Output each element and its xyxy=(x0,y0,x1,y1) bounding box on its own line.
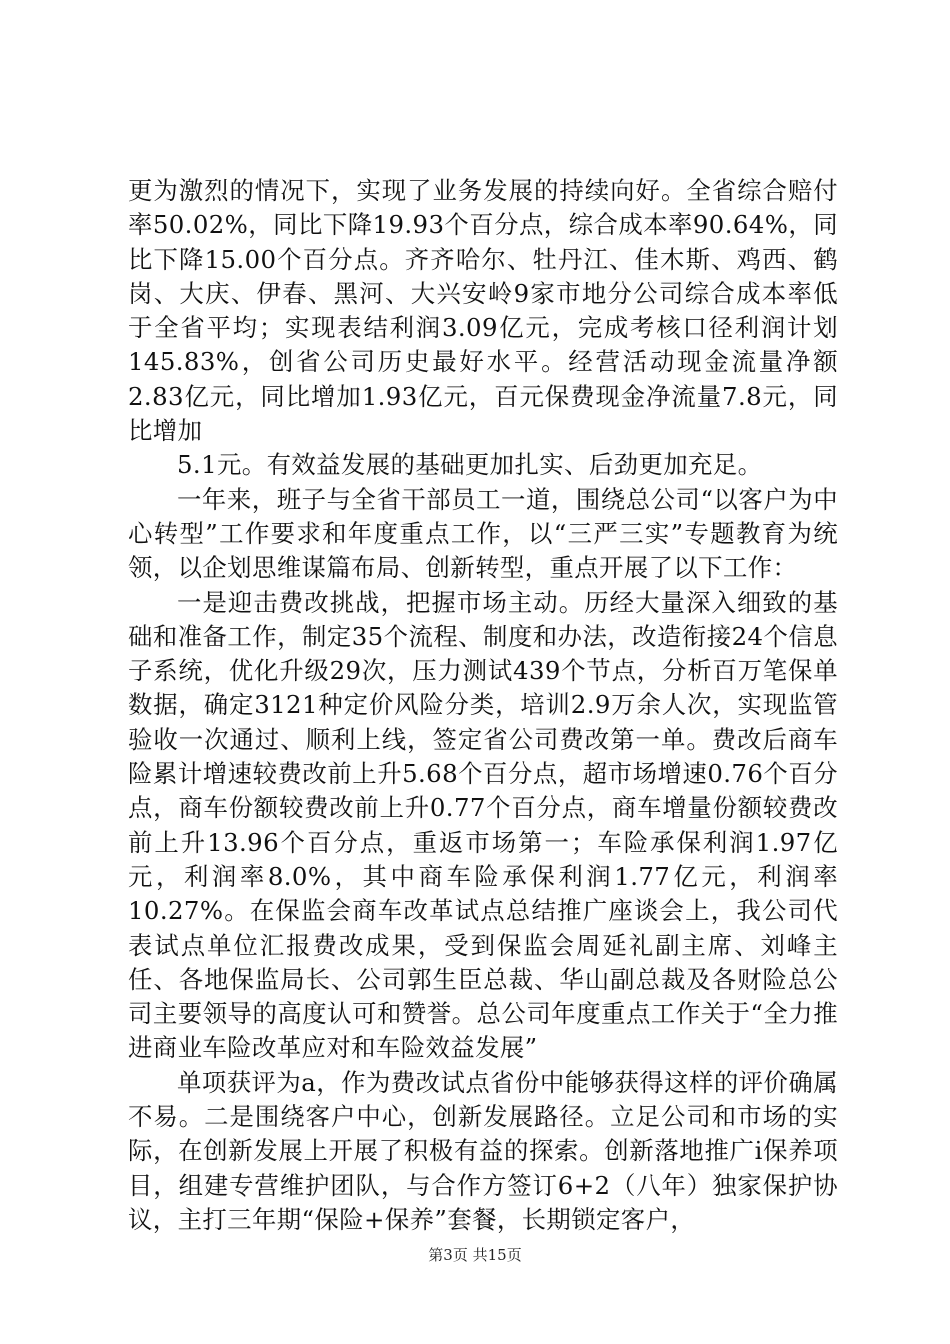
paragraph-1: 更为激烈的情况下，实现了业务发展的持续向好。全省综合赔付率50.02%，同比下降19.93个百分点，综合成本率90.64%，同比下降15.00个百分点。齐齐哈尔、牡丹江、佳木斯、鸡西、鹤岗、大庆、伊春、黑河、大兴安岭9家市地分公司综合成本率低于全省平均；实现表结利润3.09亿元，完成考核口径利润计划145.83%，创省公司历史最好水平。经营活动现金流量净额2.83亿元，同比增加1.93亿元，百元保费现金净流量7.8元，同比增加 xyxy=(128,176,838,446)
paragraph-2: 5.1元。有效益发展的基础更加扎实、后劲更加充足。 xyxy=(177,450,763,480)
paragraph-4: 一是迎击费改挑战，把握市场主动。历经大量深入细致的基础和准备工作，制定35个流程、制度和办法，改造衔接24个信息子系统，优化升级29次，压力测试439个节点，分析百万笔保单数据，确定3121种定价风险分类，培训2.9万余人次，实现监管验收一次通过、顺利上线，签定省公司费改第一单。费改后商车险累计增速较费改前上升5.68个百分点，超市场增速0.76个百分点，商车份额较费改前上升0.77个百分点，商车增量份额较费改前上升13.96个百分点，重返市场第一；车险承保利润1.97亿元，利润率8.0%，其中商车险承保利润1.77亿元，利润率10.27%。在保监会商车改革试点总结推广座谈会上，我公司代表试点单位汇报费改成果，受到保监会周延礼副主席、刘峰主任、各地保监局长、公司郭生臣总裁、华山副总裁及各财险总公司主要领导的高度认可和赞誉。总公司年度重点工作关于“全力推进商业车险改革应对和车险效益发展” xyxy=(128,587,838,1063)
body-text xyxy=(128,174,838,1237)
paragraph-5: 单项获评为a，作为费改试点省份中能够获得这样的评价确属不易。二是围绕客户中心，创新发展路径。立足公司和市场的实际，在创新发展上开展了积极有益的探索。创新落地推广i保养项目，组建专营维护团队，与合作方签订6+2（八年）独家保护协议，主打三年期“保险+保养”套餐，长期锁定客户， xyxy=(128,1067,838,1234)
page-footer: 第3页 共15页 xyxy=(428,1246,522,1264)
paragraph-3: 一年来，班子与全省干部员工一道，围绕总公司“以客户为中心转型”工作要求和年度重点工作，以“三严三实”专题教育为统领，以企划思维谋篇布局、创新转型，重点开展了以下工作： xyxy=(128,484,838,583)
